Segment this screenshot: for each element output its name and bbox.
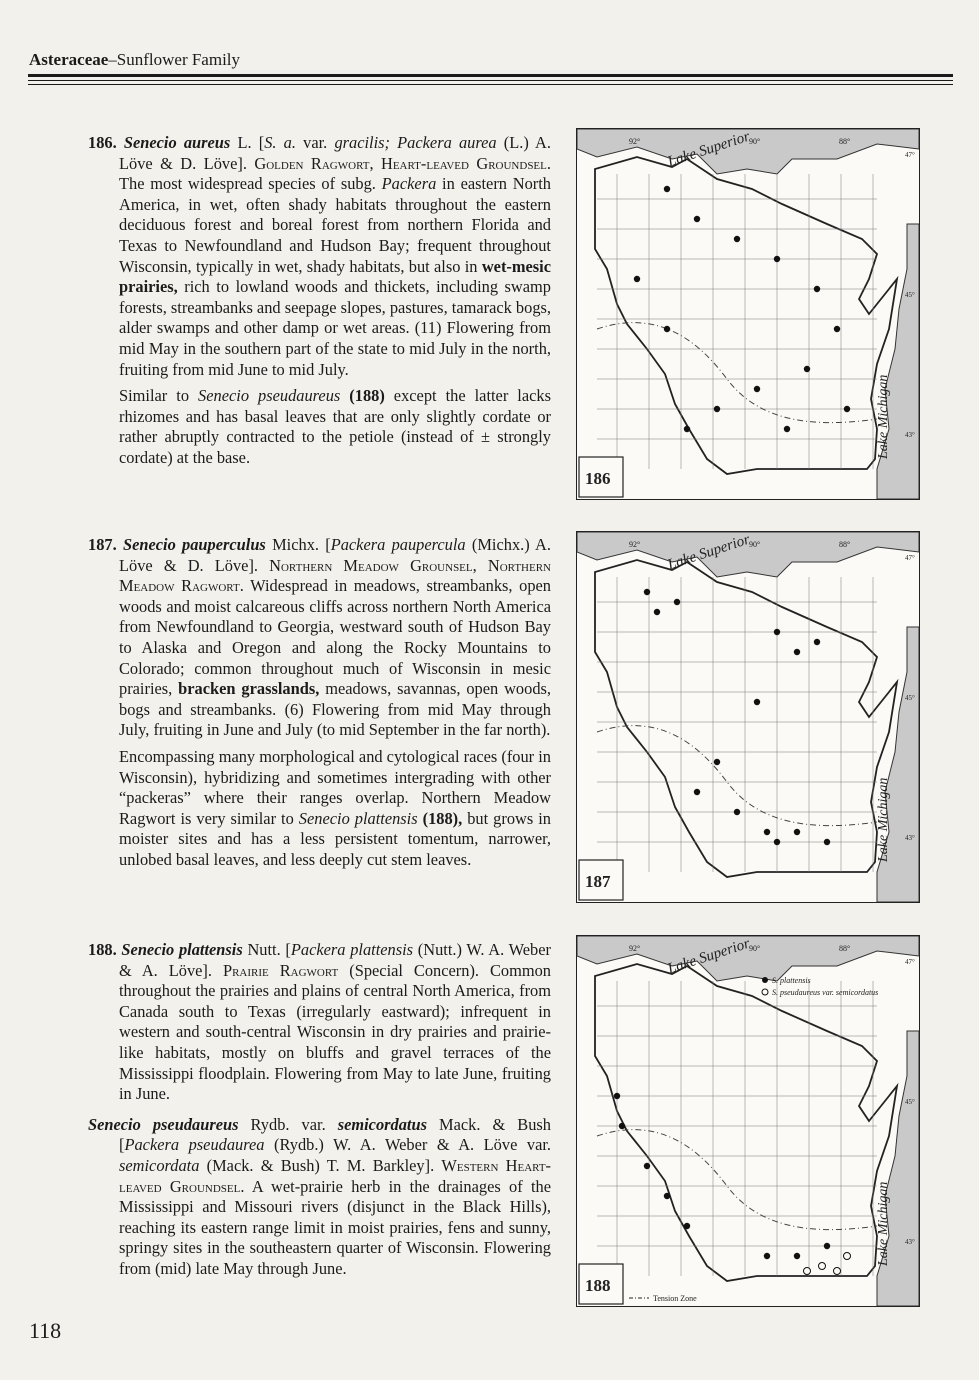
distribution-map-186 <box>576 128 920 500</box>
body-text: . Widespread in meadows, streambanks, open woods and moist calcareous cliffs across northern North America from Newfoundland to Georgia, westward south of Hudson Bay to Alaska and Oregon and along the Rocky Mountains to Colorado; common throughout much of Wisconsin in mesic prairies, <box>119 576 551 699</box>
longitude-label: 92° <box>629 540 641 549</box>
body-text: Similar to <box>119 386 199 406</box>
synonym-text: var. <box>295 133 335 152</box>
body-text: rich to lowland woods and thickets, including swamp forests, streambanks and seepage slopes, pastures, tamarack bogs, alder swamps and other damp or wet areas. (11) Flowering from mid May in the southern part of the state to mid July in the north, fruiting from mid June to mid July. <box>119 277 551 379</box>
legend-filled-dot <box>762 977 768 983</box>
lake-michigan-label: Lake Michigan <box>876 1181 891 1266</box>
county-lines <box>597 981 877 1276</box>
longitude-label: 90° <box>749 540 761 549</box>
legend-label: S. pseudaureus var. semicordatus <box>772 988 879 997</box>
occurrence-dot <box>614 1093 620 1099</box>
occurrence-dot <box>794 649 800 655</box>
family-common: –Sunflower Family <box>108 50 241 69</box>
synonym-author: (Rydb.) W. A. Weber & A. Löve var. <box>264 1135 551 1155</box>
header-rule <box>28 74 953 77</box>
common-name: Western Heart-leaved Groundsel <box>119 1155 551 1196</box>
occurrence-dot <box>844 406 850 412</box>
map-number: 188 <box>585 1276 611 1295</box>
body-text: (Special Concern). Common throughout the prairies and plains of central North America, from Canada south to Texas (irregularly eastward); infrequent in western and south-central Wisconsin in dry prairies and prairie-like habitats, mostly on bluffs and gravel terraces of the Mississippi floodplain. Flowering from May to late June, fruiting in June. <box>119 960 552 1104</box>
occurrence-dot-open <box>834 1268 841 1275</box>
synonym-author: (Nutt.) W. A. Weber & A. Löve]. <box>119 940 551 980</box>
lake-superior-label: Lake Superior <box>665 532 752 574</box>
synonym-author: (Mack. & Bush) T. M. Barkley]. <box>199 1155 442 1175</box>
species-ref-number: (188) <box>340 386 385 406</box>
entry-number: 188. <box>88 940 117 959</box>
occurrence-dot <box>794 829 800 835</box>
occurrence-dot <box>694 216 700 222</box>
occurrence-dot <box>774 839 780 845</box>
comparison-paragraph <box>88 386 551 468</box>
occurrence-dot <box>664 326 670 332</box>
occurrence-dot <box>684 426 690 432</box>
synonym: Packera pseudaurea <box>124 1135 265 1155</box>
species-ref: Senecio plattensis <box>298 808 418 828</box>
latitude-label: 47° <box>905 554 915 562</box>
occurrence-dot <box>814 639 820 645</box>
body-text: meadows, savannas, open woods, bogs and streambanks. (6) Flowering from mid May through July, fruiting in June and July (to mid September in the far north). <box>119 679 551 740</box>
occurrence-dot <box>714 406 720 412</box>
wisconsin-map <box>577 936 919 1306</box>
genus-ref: Packera <box>381 174 437 194</box>
state-outline <box>595 964 897 1281</box>
author: Rydb. var. <box>238 1114 338 1134</box>
longitude-label: 90° <box>749 944 761 953</box>
occurrence-dot <box>644 589 650 595</box>
county-lines <box>597 577 877 872</box>
occurrence-dot <box>764 1253 770 1259</box>
occurrence-dot <box>834 326 840 332</box>
wisconsin-map <box>577 129 919 499</box>
species-ref-number: (188), <box>417 808 463 828</box>
synonym: gracilis; Packera aurea <box>334 133 497 152</box>
map-number: 187 <box>585 872 611 891</box>
longitude-label: 88° <box>839 944 851 953</box>
legend-label: S. plattensis <box>772 976 811 985</box>
state-outline <box>595 157 897 474</box>
species-name: Senecio aureus <box>123 133 231 152</box>
habitat-highlight: wet-mesic prairies, <box>119 256 551 297</box>
lake-superior-label: Lake Superior <box>665 936 752 978</box>
body-text: except the latter lacks rhizomes and has basal leaves that are only slightly cordate or rather abruptly contracted to the petiole (instead of ± strongly cordate) at the base. <box>119 386 551 467</box>
entry-number: 186. <box>88 133 117 152</box>
species-ref: Senecio pseudaureus <box>198 386 341 406</box>
longitude-label: 88° <box>839 137 851 146</box>
latitude-label: 45° <box>905 694 915 702</box>
page-number: 118 <box>29 1318 62 1343</box>
synonym-author: (Michx.) A. Löve & D. Löve]. <box>119 535 551 575</box>
synonym: semicordata <box>119 1155 200 1175</box>
occurrence-dot <box>824 839 830 845</box>
distribution-map-187 <box>576 531 920 903</box>
occurrence-dot <box>764 829 770 835</box>
header-rule-thin <box>28 80 953 81</box>
author: L. [ <box>230 133 265 152</box>
occurrence-dot <box>794 1253 800 1259</box>
occurrence-dot <box>644 1163 650 1169</box>
occurrence-dot <box>774 629 780 635</box>
occurrence-dot-open <box>804 1268 811 1275</box>
entry-paragraph <box>88 940 551 1105</box>
occurrence-dot <box>814 286 820 292</box>
common-name: Northern Meadow Grounsel, Northern Meadow Ragwort <box>119 555 551 596</box>
body-text: but grows in moister sites and has a less persistent tomentum, narrower, unlobed basal leaves, and less deeply cut stem leaves. <box>119 808 551 869</box>
body-text: . The most widespread species of subg. <box>119 153 551 194</box>
lake-michigan-label: Lake Michigan <box>876 374 891 459</box>
synonym: Packera plattensis <box>290 940 414 959</box>
species-name: Senecio pauperculus <box>122 535 266 554</box>
latitude-label: 43° <box>905 1238 915 1246</box>
occurrence-dot <box>774 256 780 262</box>
state-outline <box>595 560 897 877</box>
occurrence-dot <box>784 426 790 432</box>
distribution-map-188 <box>576 935 920 1307</box>
body-text: in eastern North America, in wet, often shady habitats throughout the eastern deciduous forest and boreal forest from northern Florida and Texas to Newfoundland and Hudson Bay; frequent throughout Wisconsin, typically in wet, shady habitats, but also in <box>119 174 551 276</box>
entry-number: 187. <box>88 535 117 554</box>
comparison-paragraph <box>88 747 551 871</box>
latitude-label: 43° <box>905 834 915 842</box>
family-name: Asteraceae <box>29 50 109 69</box>
latitude-label: 43° <box>905 431 915 439</box>
map-number: 186 <box>585 469 611 488</box>
occurrence-dot <box>634 276 640 282</box>
variety-name: semicordatus <box>337 1114 427 1134</box>
longitude-label: 88° <box>839 540 851 549</box>
species-name: Senecio pseudaureus <box>88 1114 239 1134</box>
longitude-label: 90° <box>749 137 761 146</box>
latitude-label: 45° <box>905 1098 915 1106</box>
occurrence-dot <box>664 186 670 192</box>
occurrence-dot <box>734 809 740 815</box>
occurrence-dot <box>754 386 760 392</box>
occurrence-dot-open <box>844 1253 851 1260</box>
latitude-label: 47° <box>905 958 915 966</box>
author: Nutt. [ <box>242 940 291 959</box>
header-rule-thin <box>28 84 953 85</box>
occurrence-dot <box>619 1123 625 1129</box>
latitude-label: 47° <box>905 151 915 159</box>
body-text: Encompassing many morphological and cytological races (four in Wisconsin), hybridizing and sometimes intergrading with other “packeras” where their ranges overlap. Northern Meadow Ragwort is very similar to <box>119 746 551 828</box>
occurrence-dot <box>654 609 660 615</box>
occurrence-dot <box>684 1223 690 1229</box>
entry-paragraph <box>88 133 551 380</box>
occurrence-dot <box>824 1243 830 1249</box>
latitude-label: 45° <box>905 291 915 299</box>
occurrence-dot <box>804 366 810 372</box>
lake-michigan-label: Lake Michigan <box>876 777 891 862</box>
synonym: S. a. <box>264 133 296 152</box>
occurrence-dot <box>674 599 680 605</box>
wisconsin-map <box>577 532 919 902</box>
longitude-label: 92° <box>629 137 641 146</box>
species-name: Senecio plattensis <box>121 940 243 959</box>
author: Michx. [ <box>265 535 331 554</box>
synonym: Packera paupercula <box>330 535 466 554</box>
synonym-author: (L.) A. Löve & D. Löve]. <box>119 133 551 173</box>
occurrence-dot <box>694 789 700 795</box>
species-entry-186 <box>88 133 551 475</box>
legend-open-dot <box>762 989 768 995</box>
habitat-highlight: bracken grasslands, <box>178 679 320 699</box>
running-head <box>29 50 240 70</box>
common-name: Golden Ragwort, Heart-leaved Groundsel <box>254 153 547 173</box>
county-lines <box>597 174 877 469</box>
lake-superior-label: Lake Superior <box>665 129 752 171</box>
occurrence-dot <box>734 236 740 242</box>
occurrence-dot <box>664 1193 670 1199</box>
common-name: Prairie Ragwort <box>222 960 339 980</box>
occurrence-dot-open <box>819 1263 826 1270</box>
species-entry-188 <box>88 940 551 1286</box>
longitude-label: 92° <box>629 944 641 953</box>
author: Mack. & Bush [ <box>119 1114 551 1155</box>
tension-zone-label: Tension Zone <box>653 1294 697 1303</box>
occurrence-dot <box>754 699 760 705</box>
species-entry-187 <box>88 535 551 877</box>
related-species-paragraph <box>88 1115 551 1280</box>
occurrence-dot <box>714 759 720 765</box>
body-text: . A wet-prairie herb in the drainages of the Mississippi and Missouri rivers (disjunct in the Black Hills), reaching its eastern range limit in moist prairies, fens and sunny, springy sites in the southeastern quarter of Wisconsin. Flowering from (mid) late May through June. <box>119 1176 551 1278</box>
entry-paragraph <box>88 535 551 741</box>
